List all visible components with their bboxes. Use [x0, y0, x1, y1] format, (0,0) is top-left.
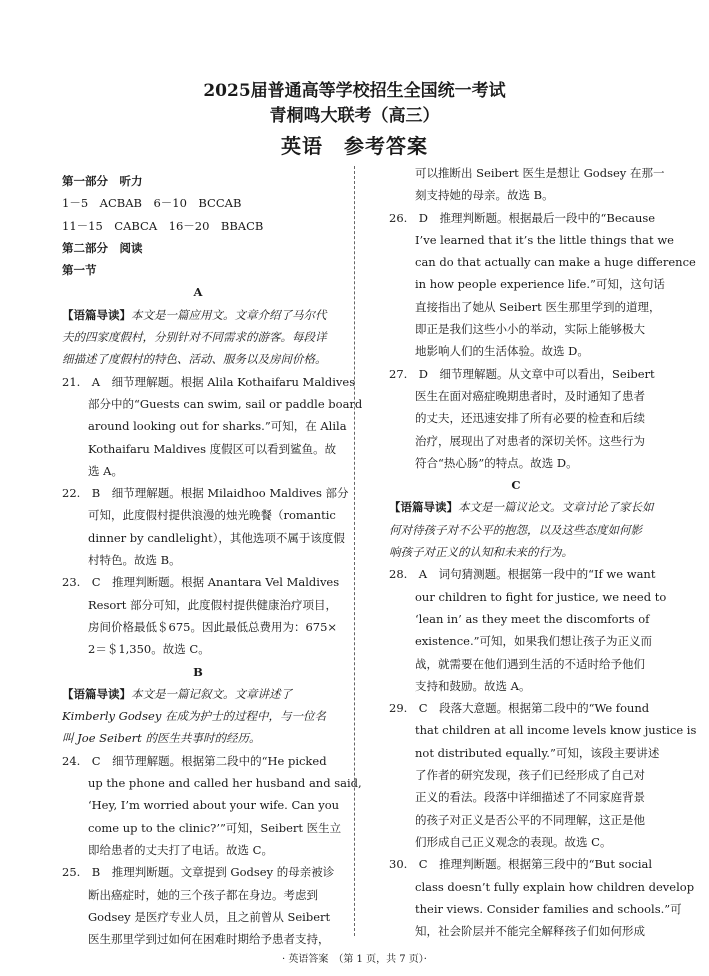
answer-line: 了作者的研究发现，孩子们已经形成了自己对 — [415, 768, 645, 783]
answer-line: 2＝＄1,350。故选 C。 — [88, 642, 210, 657]
answer-line: 25. B 推理判断题。文章提到 Godsey 的母亲被诊 — [62, 865, 335, 880]
answer-line: Godsey 是医疗专业人员，且之前曾从 Seibert — [88, 909, 331, 924]
passage-guide-line: 何对待孩子对不公平的抱怨，以及这些态度如何影 — [389, 522, 642, 537]
answer-line: 正义的看法。段落中详细描述了不同家庭背景 — [415, 790, 645, 805]
passage-guide-line: 细描述了度假村的特色、活动、服务以及房间价格。 — [62, 352, 327, 367]
passage-guide-line: 响孩子对正义的认知和未来的行为。 — [389, 545, 573, 560]
passage-guide-line: 【语篇导读】本文是一篇记叙文。文章讲述了 — [62, 686, 292, 701]
right-column — [389, 162, 697, 942]
answer-line: 28. A 词句猜测题。根据第一段中的“If we want — [389, 567, 656, 582]
answer-line: Resort 部分可知，此度假村提供健康治疗项目， — [88, 597, 338, 612]
answer-line: 直接指出了她从 Seibert 医生那里学到的道理， — [415, 299, 661, 314]
answer-line: 可知，此度假村提供浪漫的烛光晚餐（romantic — [88, 508, 336, 523]
answer-line: 11－15 CABCA 16－20 BBACB — [62, 218, 264, 233]
passage-guide-tag: 【语篇导读】 — [62, 307, 131, 322]
answer-line: 医生在面对癌症晚期患者时，及时通知了患者 — [415, 388, 645, 403]
answer-line: 知，社会阶层并不能完全解释孩子们如何形成 — [415, 924, 645, 939]
answer-line: 即正是我们这些小小的举动，实际上能够极大 — [415, 322, 645, 337]
answer-line: 支持和鼓励。故选 A。 — [415, 678, 531, 693]
answer-line: 部分中的“Guests can swim, sail or paddle board — [88, 396, 363, 411]
left-column — [62, 170, 363, 950]
answer-line: up the phone and called her husband and said, — [88, 776, 362, 791]
answer-line: 治疗，展现出了对患者的深切关怀。这些行为 — [415, 433, 645, 448]
answer-line: around looking out for sharks.”可知，在 Alila — [88, 419, 347, 434]
answer-line: their views. Consider families and schools.”可 — [415, 901, 682, 916]
page-footer: · 英语答案 （第 1 页，共 7 页）· — [282, 954, 427, 965]
section-letter: A — [193, 285, 203, 300]
answer-line: 村特色。故选 B。 — [88, 553, 181, 568]
answer-line: 断出癌症时，她的三个孩子都在身边。考虑到 — [88, 887, 318, 902]
section-letter: B — [193, 664, 203, 679]
passage-guide-tag: 【语篇导读】 — [62, 686, 131, 701]
answer-line: 30. C 推理判断题。根据第三段中的“But social — [389, 857, 653, 872]
answer-line: 刻支持她的母亲。故选 B。 — [415, 188, 554, 203]
column-divider — [354, 166, 355, 936]
answer-line: I’ve learned that it’s the little things that we — [415, 232, 674, 247]
answer-line: 医生那里学到过如何在困难时期给予患者支持， — [88, 932, 330, 947]
answer-line: 可以推断出 Seibert 医生是想让 Godsey 在那一 — [415, 166, 665, 180]
answer-line: 第二部分 阅读 — [62, 240, 143, 255]
answer-line: that children at all income levels know justice is — [415, 723, 697, 738]
answer-line: dinner by candlelight），其他选项不属于该度假 — [88, 530, 345, 545]
answer-line: existence.”可知，如果我们想让孩子为正义而 — [415, 634, 652, 649]
answer-line: Kothaifaru Maldives 度假区可以看到鲨鱼。故 — [88, 441, 337, 456]
answer-line: 的孩子对正义是否公平的不同理解，这正是他 — [415, 812, 645, 827]
answer-line: in how people experience life.”可知，这句话 — [415, 277, 665, 292]
answer-line: can do that actually can make a huge difference — [415, 255, 696, 270]
answer-line: 地影响人们的生活体验。故选 D。 — [415, 344, 589, 359]
answer-line: 即给患者的丈夫打了电话。故选 C。 — [88, 842, 273, 857]
passage-guide-tag: 【语篇导读】 — [389, 500, 458, 515]
passage-guide-line: 【语篇导读】本文是一篇议论文。文章讨论了家长如 — [389, 500, 654, 515]
answer-line: 27. D 细节理解题。从文章中可以看出，Seibert — [389, 366, 655, 381]
answer-line: 第一节 — [62, 263, 97, 278]
passage-guide-line: 夫的四家度假村，分别针对不同需求的游客。每段详 — [62, 330, 327, 345]
answer-line: 的丈夫，还迅速安排了所有必要的检查和后续 — [415, 411, 645, 426]
answer-line: 23. C 推理判断题。根据 Anantara Vel Maldives — [62, 575, 340, 590]
passage-guide-line: 【语篇导读】本文是一篇应用文。文章介绍了马尔代 — [62, 307, 327, 322]
answer-line: ‘lean in’ as they meet the discomforts of — [415, 611, 650, 626]
passage-guide-line: Kimberly Godsey 在成为护士的过程中，与一位名 — [62, 709, 326, 724]
answer-line: 符合“热心肠”的特点。故选 D。 — [415, 455, 578, 470]
exam-title: 2025届普通高等学校招生全国统一考试 — [203, 81, 506, 101]
answer-line: ‘Hey, I’m worried about your wife. Can you — [88, 798, 340, 813]
answer-line: 26. D 推理判断题。根据最后一段中的“Because — [389, 210, 656, 225]
answer-line: our children to fight for justice, we need to — [415, 589, 667, 604]
answer-line: 选 A。 — [88, 463, 123, 478]
answer-title: 英语 参考答案 — [281, 134, 428, 158]
answer-line: 29. C 段落大意题。根据第二段中的“We found — [389, 701, 650, 716]
answer-line: 战，就需要在他们遇到生活的不适时给予他们 — [415, 656, 645, 671]
section-letter: C — [511, 478, 521, 493]
answer-line: 房间价格最低＄675。因此最低总费用为：675× — [88, 619, 338, 634]
answer-line: 1－5 ACBAB 6－10 BCCAB — [62, 196, 242, 211]
answer-line: 们形成自己正义观念的表现。故选 C。 — [415, 834, 612, 849]
answer-line: 第一部分 听力 — [62, 174, 143, 188]
answer-line: 21. A 细节理解题。根据 Alila Kothaifaru Maldives — [62, 374, 356, 389]
answer-line: 22. B 细节理解题。根据 Milaidhoo Maldives 部分 — [62, 486, 349, 501]
exam-subtitle: 青桐鸣大联考（高三） — [269, 106, 440, 126]
answer-line: not distributed equally.”可知，该段主要讲述 — [415, 745, 660, 760]
answer-line: class doesn’t fully explain how children develop — [415, 879, 695, 894]
answer-line: come up to the clinic?’”可知，Seibert 医生立 — [88, 820, 342, 835]
answer-line: 24. C 细节理解题。根据第二段中的“He picked — [62, 753, 327, 768]
passage-guide-line: 叫 Joe Seibert 的医生共事时的经历。 — [62, 731, 261, 746]
